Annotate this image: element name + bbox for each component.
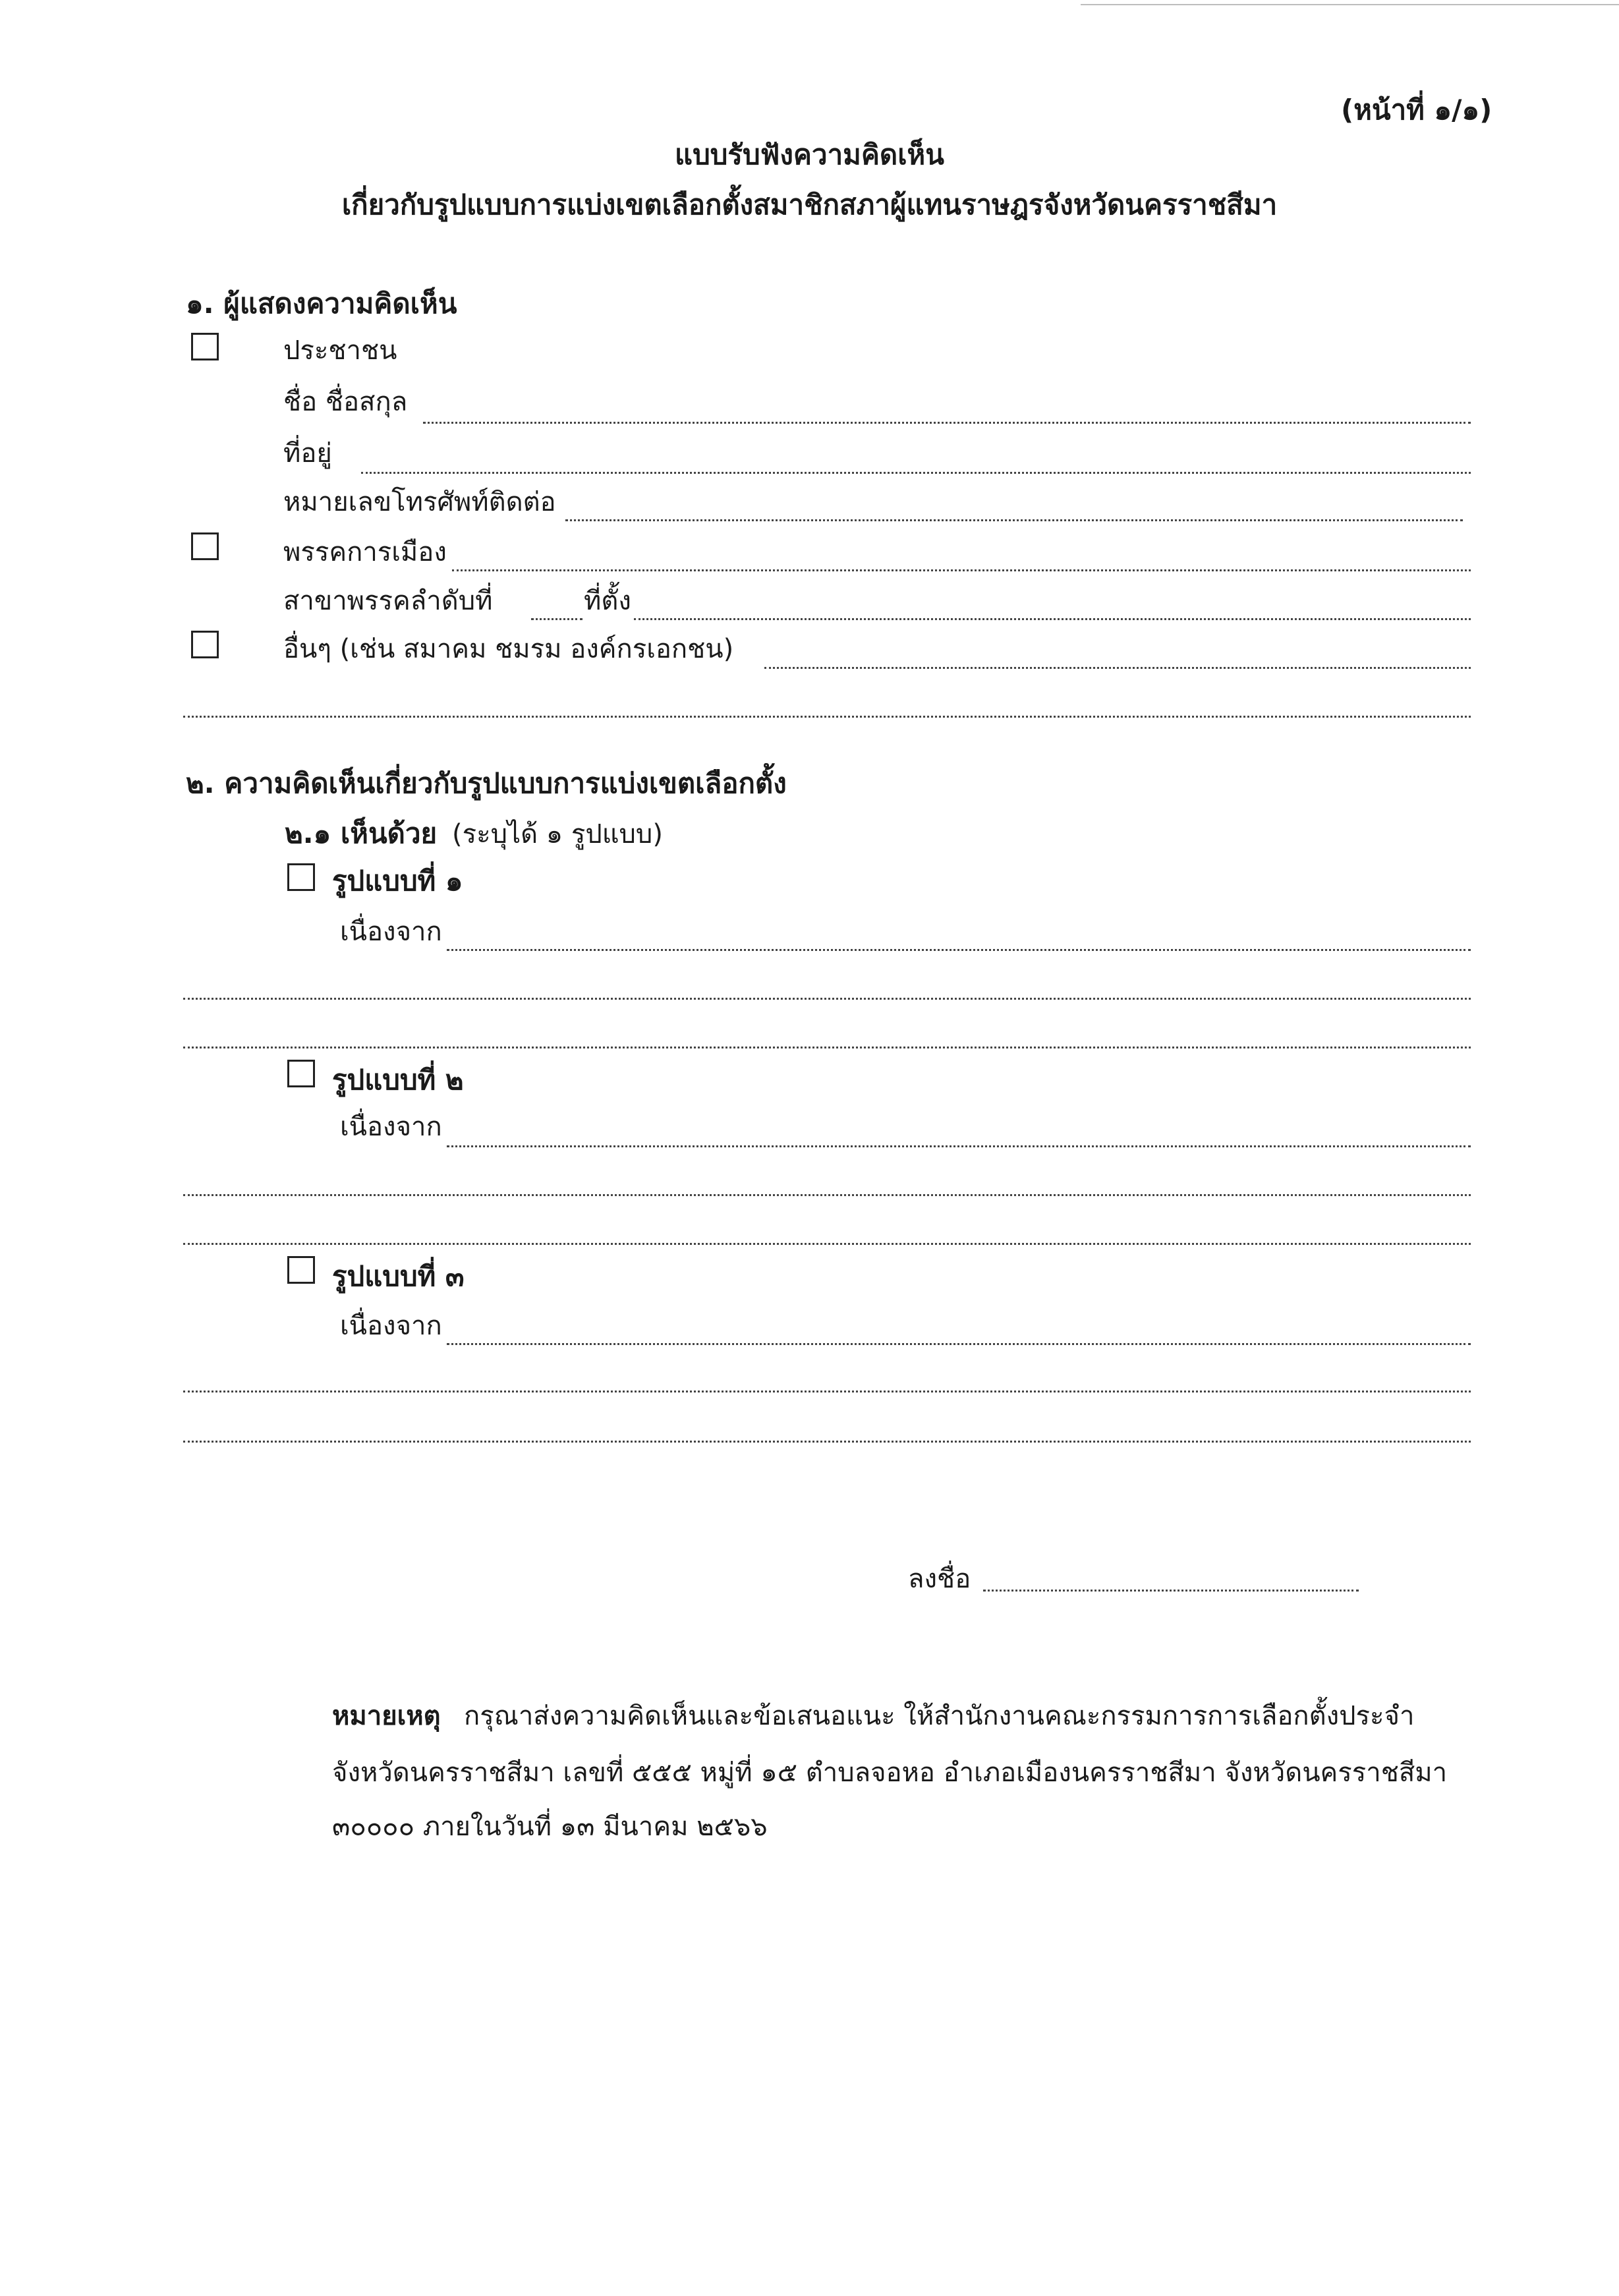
name-label: ชื่อ ชื่อสกุล: [283, 387, 408, 417]
option2-label: รูปแบบที่ ๒: [332, 1064, 464, 1096]
option3-reason-line3[interactable]: [183, 1441, 1471, 1443]
option1-reason-line2[interactable]: [183, 998, 1471, 1000]
option1-reason-field[interactable]: [447, 949, 1471, 951]
page-number: (หน้าที่ ๑/๑): [1341, 94, 1492, 126]
option1-reason-line3[interactable]: [183, 1047, 1471, 1048]
option3-reason-line2[interactable]: [183, 1391, 1471, 1392]
option3-reason-field[interactable]: [447, 1343, 1471, 1345]
party-location-field[interactable]: [634, 618, 1471, 620]
citizen-label: ประชาชน: [283, 335, 397, 366]
agree-heading: ๒.๑ เห็นด้วย: [285, 817, 438, 849]
phone-field[interactable]: [565, 519, 1463, 521]
form-title: แบบรับฟังความคิดเห็น: [675, 138, 944, 171]
option3-reason-label: เนื่องจาก: [340, 1311, 442, 1341]
option2-reason-field[interactable]: [447, 1145, 1471, 1147]
agree-note: (ระบุได้ ๑ รูปแบบ): [452, 819, 663, 849]
other-field-continued[interactable]: [183, 716, 1471, 718]
citizen-checkbox[interactable]: [191, 333, 219, 360]
option2-reason-line2[interactable]: [183, 1194, 1471, 1196]
party-checkbox[interactable]: [191, 532, 219, 560]
phone-label: หมายเลขโทรศัพท์ติดต่อ: [283, 487, 556, 517]
other-label: อื่นๆ (เช่น สมาคม ชมรม องค์กรเอกชน): [283, 634, 734, 664]
party-field[interactable]: [452, 569, 1471, 571]
option3-checkbox[interactable]: [287, 1256, 315, 1284]
section2-heading: ๒. ความคิดเห็นเกี่ยวกับรูปแบบการแบ่งเขตเลือกตั้ง: [186, 767, 787, 799]
scan-edge-line: [1081, 4, 1619, 5]
form-subtitle: เกี่ยวกับรูปแบบการแบ่งเขตเลือกตั้งสมาชิกสภาผู้แทนราษฎรจังหวัดนครราชสีมา: [341, 188, 1278, 221]
note-line2: จังหวัดนครราชสีมา เลขที่ ๕๕๕ หมู่ที่ ๑๕ ตำบลจอหอ อำเภอเมืองนครราชสีมา จังหวัดนครราชสีมา: [332, 1758, 1448, 1788]
signature-label: ลงชื่อ: [908, 1564, 971, 1594]
note-label: หมายเหตุ: [332, 1701, 441, 1731]
option1-label: รูปแบบที่ ๑: [332, 865, 463, 897]
option3-label: รูปแบบที่ ๓: [332, 1260, 465, 1292]
option2-checkbox[interactable]: [287, 1060, 315, 1087]
party-label: พรรคการเมือง: [283, 537, 447, 567]
note-line3: ๓๐๐๐๐ ภายในวันที่ ๑๓ มีนาคม ๒๕๖๖: [332, 1812, 768, 1842]
note-line1: กรุณาส่งความคิดเห็นและข้อเสนอแนะ ให้สำนักงานคณะกรรมการการเลือกตั้งประจำ: [464, 1701, 1415, 1731]
option2-reason-line3[interactable]: [183, 1243, 1471, 1245]
address-label: ที่อยู่: [283, 438, 332, 469]
party-branch-field[interactable]: [531, 618, 582, 620]
other-checkbox[interactable]: [191, 631, 219, 658]
option2-reason-label: เนื่องจาก: [340, 1112, 442, 1142]
party-branch-label: สาขาพรรคลำดับที่: [283, 586, 493, 616]
option1-reason-label: เนื่องจาก: [340, 917, 442, 947]
signature-field[interactable]: [983, 1590, 1359, 1592]
name-field[interactable]: [423, 422, 1471, 424]
address-field[interactable]: [361, 472, 1471, 474]
party-location-label: ที่ตั้ง: [584, 586, 631, 616]
option1-checkbox[interactable]: [287, 863, 315, 891]
other-field[interactable]: [764, 667, 1471, 669]
section1-heading: ๑. ผู้แสดงความคิดเห็น: [186, 287, 457, 320]
